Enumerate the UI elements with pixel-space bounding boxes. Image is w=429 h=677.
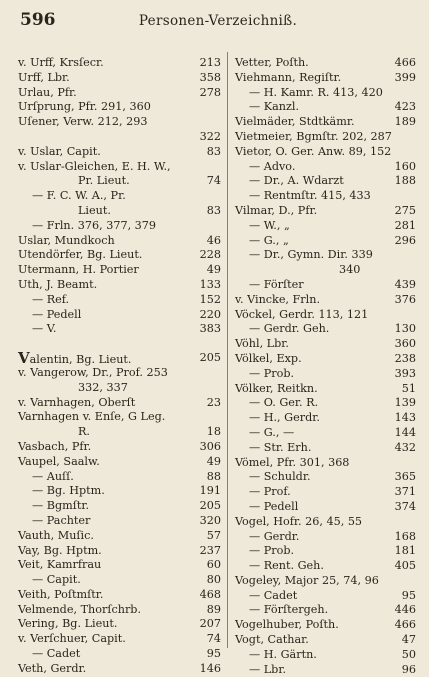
entry-page-number: 74 [206, 632, 221, 646]
index-entry [235, 234, 416, 249]
entry-text: Veit, Kamrfrau [18, 558, 102, 572]
index-entry [235, 544, 416, 559]
entry-text: Utermann, H. Portier [18, 263, 139, 277]
entry-text: Völker, Reitkn. [235, 381, 318, 395]
entry-text: — Advo. [249, 159, 296, 173]
entry-text: — F. C. W. A., Pr. [32, 189, 126, 203]
entry-text: Vogelhuber, Poſth. [235, 618, 339, 632]
entry-text: v. Varnhagen, Oberſt [18, 395, 136, 409]
entry-text: — Rentmſtr. 415, 433 [249, 189, 371, 203]
index-entry [18, 100, 221, 115]
index-entry [235, 86, 416, 101]
entry-text: — Cadet [32, 647, 81, 661]
index-entry [18, 219, 221, 234]
entry-page-number: 74 [206, 174, 221, 188]
index-entry [18, 189, 221, 204]
entry-page-number: 360 [394, 337, 416, 351]
index-entry [18, 514, 221, 529]
entry-text: — Bg. Hptm. [32, 484, 105, 498]
index-entry [18, 603, 221, 618]
entry-text: v. Vincke, Frln. [235, 292, 320, 306]
index-entry [235, 426, 416, 441]
index-entry [18, 263, 221, 278]
entry-text: — Frln. 376, 377, 379 [32, 218, 157, 232]
index-entry [235, 56, 416, 71]
entry-text: v. Uslar-Gleichen, E. H. W., [18, 159, 171, 173]
entry-page-number: 144 [394, 425, 416, 439]
index-entry [235, 500, 416, 515]
entry-page-number: 322 [199, 129, 221, 143]
entry-page-number: 296 [394, 233, 416, 247]
index-entry [235, 100, 416, 115]
entry-text: v. Uslar, Capit. [18, 144, 101, 158]
entry-text: — Pachter [32, 513, 91, 527]
entry-page-number: 50 [401, 647, 416, 661]
entry-text: Pr. Lieut. [78, 174, 130, 188]
entry-page-number: 51 [401, 381, 416, 395]
index-entry [18, 115, 221, 130]
entry-page-number: 152 [199, 292, 221, 306]
entry-page-number: 189 [394, 115, 416, 129]
index-entry [235, 71, 416, 86]
entry-text-rest: alentin, Bg. Lieut. [29, 353, 132, 367]
entry-text: — Pedell [249, 499, 299, 513]
index-entry [235, 352, 416, 367]
entry-page-number: 133 [199, 277, 221, 291]
entry-text: — Capit. [32, 573, 81, 587]
index-entry [235, 115, 416, 130]
entry-text: Vöhl, Lbr. [235, 337, 289, 351]
entry-text: Veth, Gerdr. [18, 661, 87, 675]
entry-page-number: 281 [394, 218, 416, 232]
entry-text: Vay, Bg. Hptm. [18, 543, 102, 557]
entry-text: v. Verſchuer, Capit. [18, 632, 126, 646]
index-entry [18, 308, 221, 323]
entry-page-number: 46 [206, 233, 221, 247]
index-entry [18, 558, 221, 573]
index-entry [235, 530, 416, 545]
entry-text: — W., „ [249, 218, 290, 232]
column-divider [227, 52, 228, 648]
index-entry [18, 366, 221, 381]
entry-text: Vaupel, Saalw. [18, 454, 100, 468]
index-entry [235, 470, 416, 485]
index-entry [235, 263, 416, 278]
entry-text: Vasbach, Pfr. [18, 439, 92, 453]
entry-page-number: 374 [394, 499, 416, 513]
entry-text: — Prob. [249, 366, 295, 380]
index-entry [235, 248, 416, 263]
index-entry [235, 396, 416, 411]
index-entry [18, 351, 221, 366]
entry-page-number: 207 [199, 617, 221, 631]
index-entry [235, 322, 416, 337]
entry-text: Vöckel, Gerdr. 113, 121 [235, 307, 369, 321]
entry-page-number: 188 [394, 174, 416, 188]
entry-text: Vietmeier, Bgmſtr. 202, 287 [235, 129, 392, 143]
index-entry [18, 573, 221, 588]
entry-page-number: 83 [206, 203, 221, 217]
entry-page-number: 160 [394, 159, 416, 173]
entry-text: — G., — [249, 425, 295, 439]
index-entry [235, 411, 416, 426]
entry-text: Urlau, Pfr. [18, 85, 77, 99]
entry-page-number: 228 [199, 248, 221, 262]
entry-text: — Auſſ. [32, 469, 74, 483]
entry-page-number: 405 [394, 559, 416, 573]
index-entry [235, 648, 416, 663]
entry-page-number: 365 [394, 470, 416, 484]
index-entry [235, 574, 416, 589]
entry-text: — O. Ger. R. [249, 396, 319, 410]
entry-text: — Lbr. [249, 662, 287, 676]
entry-text: — Förſtergeh. [249, 603, 329, 617]
entry-page-number: 83 [206, 144, 221, 158]
entry-text: Urff, Lbr. [18, 70, 70, 84]
entry-page-number: 49 [206, 454, 221, 468]
page-header [20, 10, 416, 34]
entry-text: — Pedell [32, 307, 82, 321]
entry-text: Urſprung, Pfr. 291, 360 [18, 100, 151, 114]
section-initial: V [18, 349, 30, 368]
entry-text: — Ref. [32, 292, 70, 306]
entry-text: — H., Gerdr. [249, 411, 320, 425]
entry-page-number: 358 [199, 70, 221, 84]
section-gap [18, 337, 221, 351]
entry-text: Vauth, Muſic. [18, 528, 94, 542]
entry-page-number: 80 [206, 573, 221, 587]
index-entry [18, 204, 221, 219]
index-entry [18, 662, 221, 677]
entry-page-number: 371 [394, 485, 416, 499]
index-entry [18, 145, 221, 160]
index-entry [235, 441, 416, 456]
index-entry [18, 234, 221, 249]
entry-text: — Bgmſtr. [32, 499, 90, 513]
left-index-column [18, 56, 221, 677]
running-title: Personen-Verzeichniß. [138, 13, 298, 29]
index-entry [18, 278, 221, 293]
entry-page-number: 168 [394, 529, 416, 543]
entry-text: — Gerdr. [249, 529, 300, 543]
index-entry [18, 440, 221, 455]
entry-text: Veith, Poſtmſtr. [18, 587, 104, 601]
index-entry [235, 337, 416, 352]
entry-text: 340 [339, 263, 361, 277]
entry-page-number: 393 [394, 366, 416, 380]
entry-page-number: 383 [199, 322, 221, 336]
entry-page-number: 18 [206, 425, 221, 439]
entry-text: — H. Gärtn. [249, 647, 317, 661]
index-entry [235, 174, 416, 189]
entry-page-number: 57 [206, 528, 221, 542]
entry-page-number: 466 [394, 618, 416, 632]
entry-text: Vömel, Pfr. 301, 368 [235, 455, 350, 469]
entry-text: — V. [32, 322, 57, 336]
entry-page-number: 95 [206, 647, 221, 661]
entry-page-number: 96 [401, 662, 416, 676]
index-entry [18, 470, 221, 485]
right-index-column [235, 56, 416, 677]
entry-text: Velmende, Thorſchrb. [18, 602, 142, 616]
entry-page-number: 47 [401, 633, 416, 647]
entry-text: — Kanzl. [249, 100, 300, 114]
index-entry [235, 633, 416, 648]
index-entry [235, 293, 416, 308]
entry-page-number: 191 [199, 484, 221, 498]
entry-page-number: 399 [394, 70, 416, 84]
index-entry [18, 71, 221, 86]
entry-page-number: 237 [199, 543, 221, 557]
entry-text: v. Vangerow, Dr., Prof. 253 [18, 365, 168, 379]
entry-text: — Rent. Geh. [249, 559, 324, 573]
entry-page-number: 130 [394, 322, 416, 336]
index-entry [18, 56, 221, 71]
entry-text: — Prof. [249, 485, 291, 499]
entry-page-number: 423 [394, 100, 416, 114]
index-entry [18, 174, 221, 189]
entry-page-number: 89 [206, 602, 221, 616]
entry-text: Vering, Bg. Lieut. [18, 617, 118, 631]
index-entry [18, 322, 221, 337]
entry-text: Uſener, Verw. 212, 293 [18, 115, 148, 129]
entry-page-number: 205 [199, 499, 221, 513]
index-entry [235, 145, 416, 160]
index-entry [18, 529, 221, 544]
entry-page-number: 205 [199, 351, 221, 365]
entry-text: 332, 337 [78, 380, 128, 394]
entry-text: Lieut. [78, 203, 111, 217]
entry-page-number: 60 [206, 558, 221, 572]
entry-text: — Schuldr. [249, 470, 311, 484]
index-entry [235, 515, 416, 530]
entry-text: Viehmann, Regiſtr. [235, 70, 342, 84]
index-entry [235, 618, 416, 633]
index-entry [235, 589, 416, 604]
index-entry [235, 160, 416, 175]
index-entry [235, 382, 416, 397]
entry-page-number: 95 [401, 588, 416, 602]
entry-page-number: 439 [394, 277, 416, 291]
entry-text: — G., „ [249, 233, 289, 247]
index-entry [18, 293, 221, 308]
entry-text: Vielmäder, Stdtkämr. [235, 115, 355, 129]
entry-text: Utendörfer, Bg. Lieut. [18, 248, 143, 262]
entry-page-number: 275 [394, 203, 416, 217]
entry-page-number: 23 [206, 395, 221, 409]
entry-page-number: 320 [199, 513, 221, 527]
entry-page-number: 181 [394, 544, 416, 558]
entry-text: Vietor, O. Ger. Anw. 89, 152 [235, 144, 392, 158]
entry-page-number: 278 [199, 85, 221, 99]
entry-text: — Förſter [249, 277, 304, 291]
index-entry [18, 499, 221, 514]
entry-page-number: 376 [394, 292, 416, 306]
index-entry [235, 219, 416, 234]
index-entry [18, 588, 221, 603]
entry-text: Vogt, Cathar. [235, 633, 309, 647]
entry-page-number: 466 [394, 56, 416, 69]
index-entry [235, 603, 416, 618]
entry-page-number: 306 [199, 439, 221, 453]
index-entry [18, 484, 221, 499]
entry-text: v. Urff, Krsſecr. [18, 56, 104, 69]
entry-text: Varnhagen v. Enſe, G Leg. [18, 410, 166, 424]
index-entry [18, 160, 221, 175]
index-entry [18, 617, 221, 632]
index-entry [18, 381, 221, 396]
entry-page-number: 88 [206, 469, 221, 483]
entry-text: — Dr., Gymn. Dir. 339 [249, 248, 373, 262]
page-number: 596 [20, 10, 56, 30]
entry-text: — Gerdr. Geh. [249, 322, 330, 336]
entry-text: R. [78, 425, 90, 439]
index-entry [18, 455, 221, 470]
index-entry [18, 410, 221, 425]
index-entry [235, 456, 416, 471]
entry-text: Vilmar, D., Pfr. [235, 203, 318, 217]
entry-text: — Str. Erh. [249, 440, 312, 454]
entry-page-number: 143 [394, 411, 416, 425]
index-entry [18, 425, 221, 440]
entry-text: — Dr., A. Wdarzt [249, 174, 344, 188]
entry-page-number: 446 [394, 603, 416, 617]
index-entry [235, 485, 416, 500]
entry-text: — Cadet [249, 588, 298, 602]
entry-text: Uth, J. Beamt. [18, 277, 98, 291]
index-entry [18, 632, 221, 647]
entry-text: Uslar, Mundkoch [18, 233, 115, 247]
index-entry [235, 189, 416, 204]
entry-text: — H. Kamr. R. 413, 420 [249, 85, 383, 99]
index-entry [235, 367, 416, 382]
index-entry [18, 86, 221, 101]
entry-page-number: 139 [394, 396, 416, 410]
index-entry [18, 647, 221, 662]
entry-text: Völkel, Exp. [235, 351, 302, 365]
index-entry [18, 130, 221, 145]
index-entry [235, 559, 416, 574]
entry-text: — Prob. [249, 544, 295, 558]
entry-text: Vogeley, Major 25, 74, 96 [235, 573, 379, 587]
index-entry [235, 204, 416, 219]
entry-page-number: 213 [199, 56, 221, 69]
entry-page-number: 220 [199, 307, 221, 321]
entry-page-number: 432 [394, 440, 416, 454]
entry-text: Vogel, Hofr. 26, 45, 55 [235, 514, 363, 528]
entry-text: Vetter, Poſth. [235, 56, 309, 69]
index-entry [235, 308, 416, 323]
index-entry [235, 663, 416, 677]
index-entry [235, 130, 416, 145]
entry-page-number: 468 [199, 587, 221, 601]
index-entry [235, 278, 416, 293]
index-entry [18, 544, 221, 559]
entry-page-number: 238 [394, 351, 416, 365]
entry-page-number: 49 [206, 263, 221, 277]
index-entry [18, 248, 221, 263]
index-entry [18, 396, 221, 411]
entry-page-number: 146 [199, 661, 221, 675]
